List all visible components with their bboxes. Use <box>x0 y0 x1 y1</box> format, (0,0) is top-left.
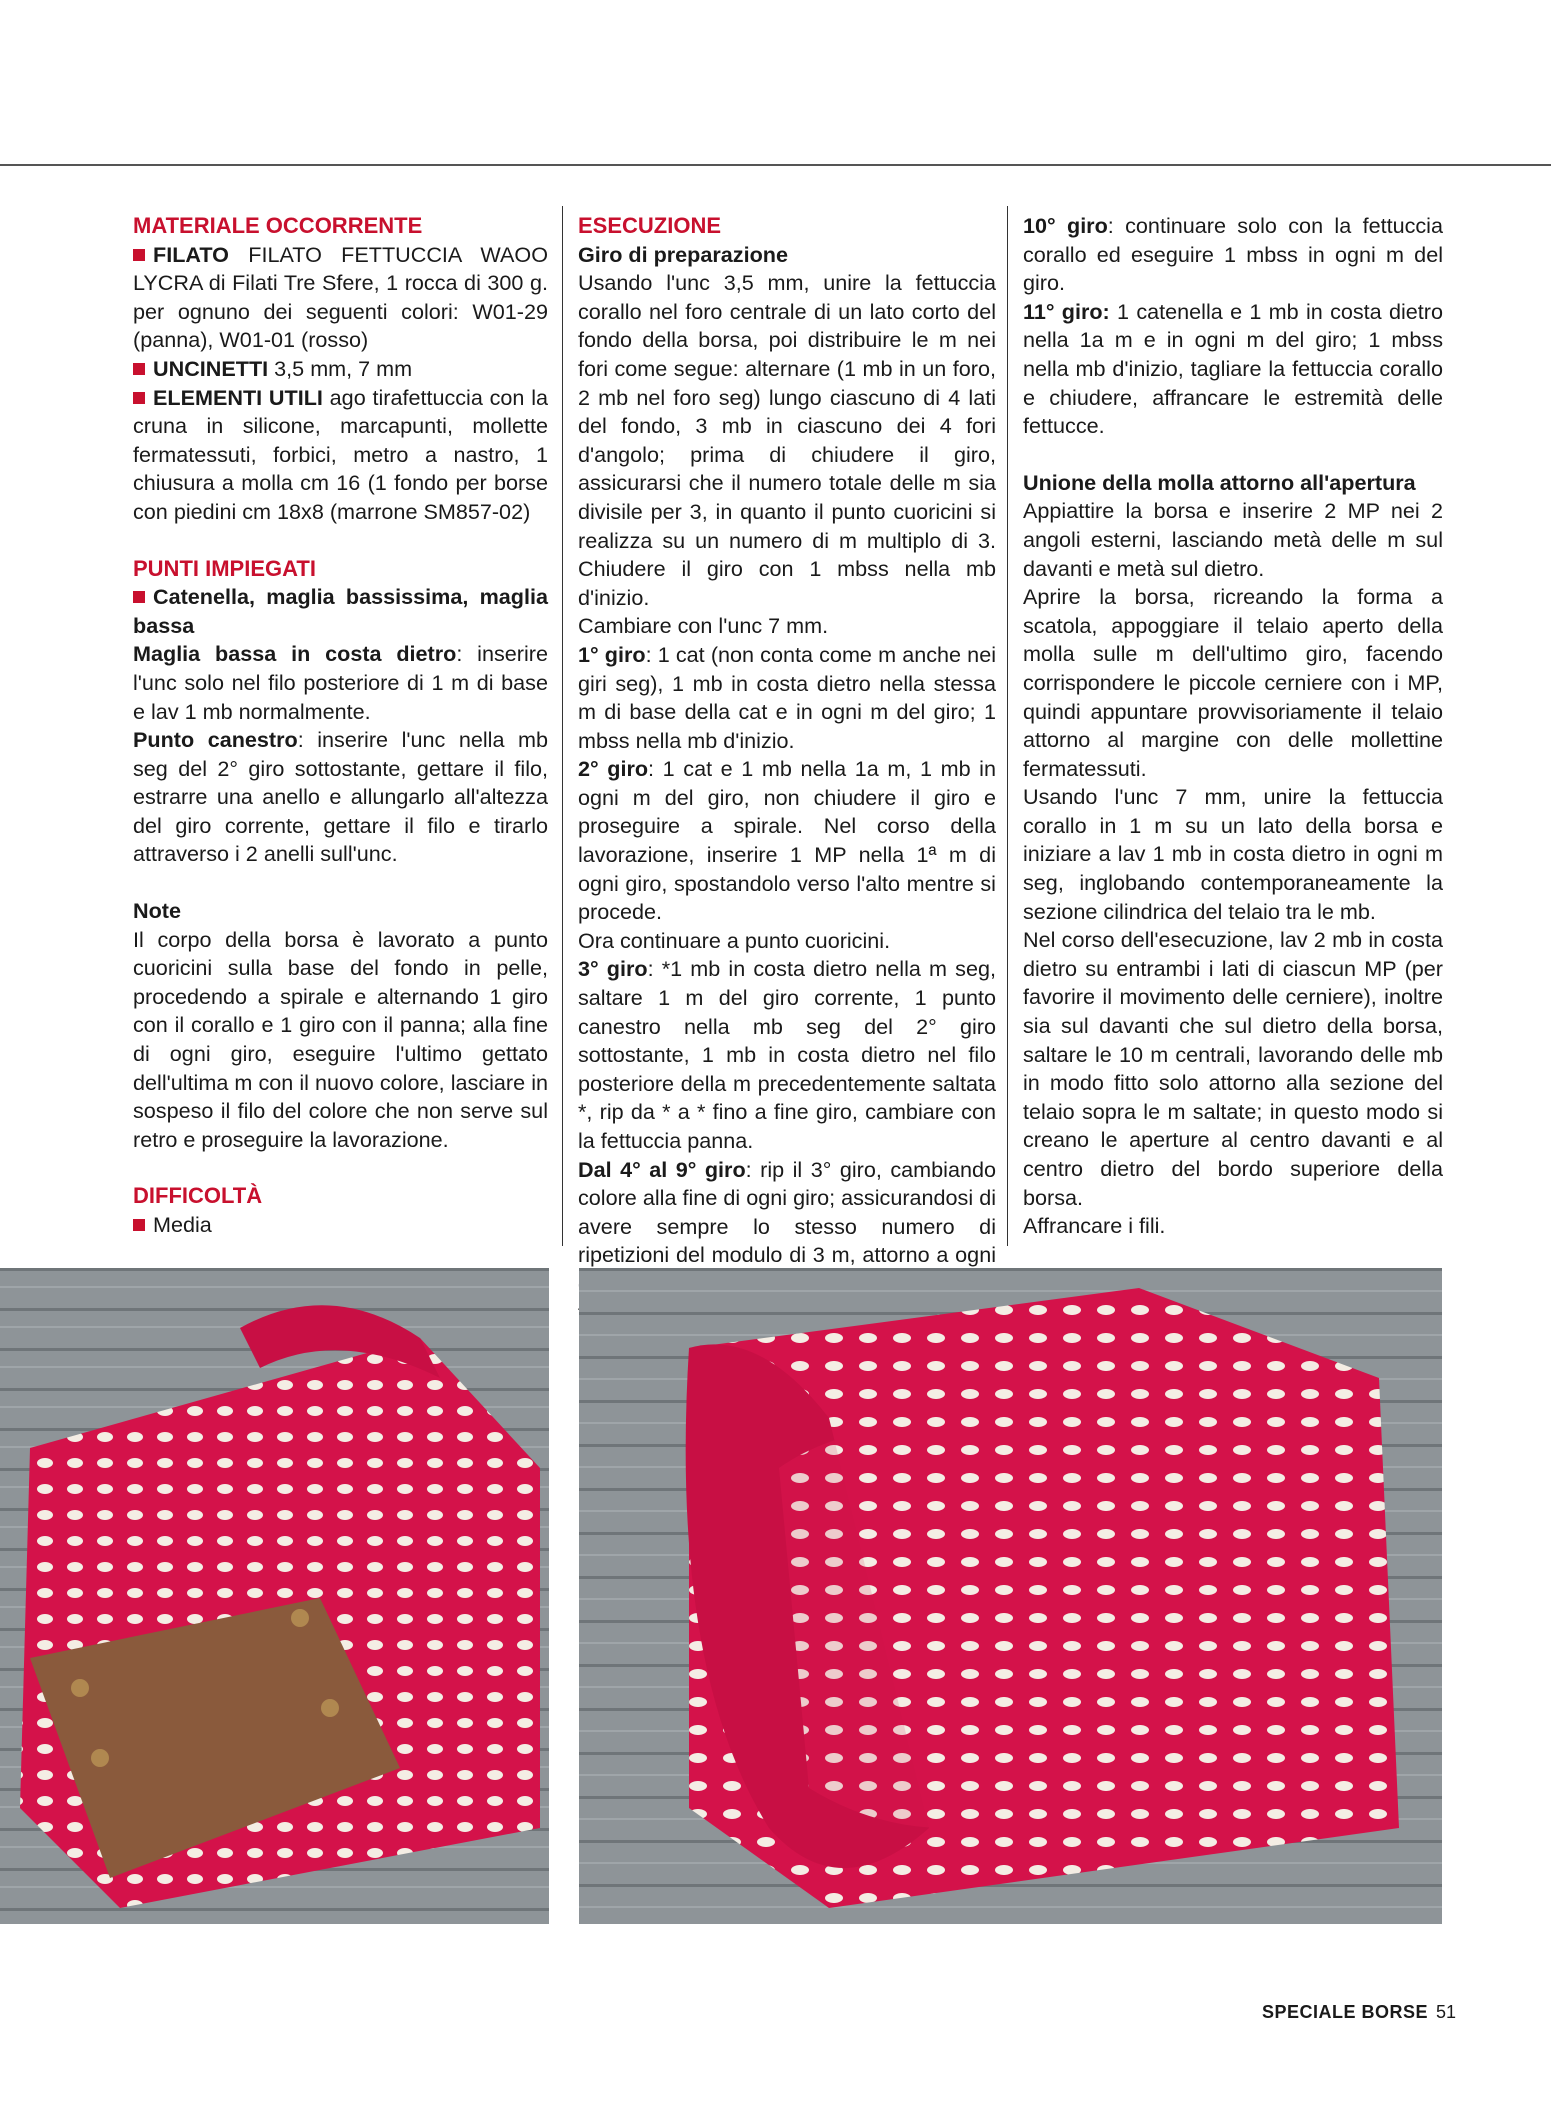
giro-11: 11° giro: 1 catenella e 1 mb in costa dietro nella 1a m e in ogni m del giro; 1 mbss nella mb d'inizio, tagliare la fettuccia corallo e chiudere, affrancare le estremità delle fettucce. <box>1023 298 1443 439</box>
materiale-elementi: ELEMENTI UTILI ago tirafettuccia con la cruna in silicone, marcapunti, mollette fermatessuti, forbici, metro a nastro, 1 chiusura a molla cm 16 (1 fondo per borse con piedini cm 18x8 (marrone SM857-02) <box>133 384 548 524</box>
rivet-icon <box>321 1699 339 1717</box>
page-number: 51 <box>1436 2002 1457 2022</box>
giro-4-9: Dal 4° al 9° giro: rip il 3° giro, cambiando colore alla fine di ogni giro; assicurandosi di avere sempre lo stesso numero di ripetizioni del modulo di 3 m, attorno a ogni <box>578 1156 996 1268</box>
column-1 <box>133 212 548 1240</box>
giro-1: 1° giro: 1 cat (non conta come m anche nei giri seg), 1 mb in costa dietro nella stessa m di base della cat e in ogni m del giro; 1 mbss nella mb d'inizio. <box>578 641 996 753</box>
page-footer <box>1262 2002 1456 2023</box>
unione-heading: Unione della molla attorno all'apertura <box>1023 469 1416 495</box>
continuare-text: Ora continuare a punto cuoricini. <box>578 927 891 953</box>
square-bullet-icon <box>133 363 145 375</box>
giro-10: 10° giro: continuare solo con la fettuccia corallo ed eseguire 1 mbss in ogni m del giro. <box>1023 213 1443 296</box>
difficolta-value: Media <box>133 1211 548 1240</box>
top-rule <box>0 164 1551 166</box>
unione-p4: Nel corso dell'esecuzione, lav 2 mb in costa dietro su entrambi i lati di ciascun MP (per favorire il movimento delle cerniere), inoltre sia sul davanti che sul dietro della borsa, saltare le 10 m centrali, lavorando delle mb in modo fitto solo attorno alla sezione del telaio sopra le m saltate; in questo modo si creano le aperture al centro davanti e al centro dietro del bordo superiore della borsa. <box>1023 927 1443 1210</box>
rivet-icon <box>291 1609 309 1627</box>
materiale-filato: FILATO FILATO FETTUCCIA WAOO LYCRA di Filati Tre Sfere, 1 rocca di 300 g. per ognuno dei seguenti colori: W01-29 (panna), W01-01 (rosso) <box>133 241 548 353</box>
cambiare-text: Cambiare con l'unc 7 mm. <box>578 613 829 639</box>
section-heading-difficolta: DIFFICOLTÀ <box>133 1183 263 1209</box>
punti-mb-costa: Maglia bassa in costa dietro: inserire l'unc solo nel filo posteriore di 1 m di base e lav 1 mb normalmente. <box>133 641 548 724</box>
square-bullet-icon <box>133 392 145 404</box>
rivet-icon <box>91 1749 109 1767</box>
section-heading-punti: PUNTI IMPIEGATI <box>133 555 316 581</box>
materiale-uncinetti: UNCINETTI 3,5 mm, 7 mm <box>133 355 548 384</box>
note-text: Il corpo della borsa è lavorato a punto cuoricini sulla base del fondo in pelle, procedendo a spirale e alternando 1 giro con il corallo e 1 giro con il panna; alla fine di ogni giro, eseguire l'ultimo gettato dell'ultima m con il nuovo colore, lasciare in sospeso il filo del colore che non serve sul retro e proseguire la lavorazione. <box>133 926 548 1152</box>
square-bullet-icon <box>133 591 145 603</box>
section-heading-materiale: MATERIALE OCCORRENTE <box>133 213 423 238</box>
section-heading-esecuzione: ESECUZIONE <box>578 213 722 238</box>
column-divider <box>562 206 563 1246</box>
square-bullet-icon <box>133 249 145 261</box>
unione-p2: Aprire la borsa, ricreando la forma a scatola, appoggiare il telaio aperto della molla sulle m dell'ultimo giro, facendo corrispondere le piccole cerniere con i MP, quindi appuntare provvisoriamente il telaio attorno al margine con delle mollettine fermatessuti. <box>1023 584 1443 781</box>
column-divider <box>1007 206 1008 1246</box>
giro-3: 3° giro: *1 mb in costa dietro nella m seg, saltare 1 m del giro corrente, 1 punto canestro nella mb seg del 2° giro sottostante, 1 mb in costa dietro nel filo posteriore della m precedentemente saltata *, rip da * a * fino a fine giro, cambiare con la fettuccia panna. <box>578 956 996 1153</box>
unione-p5: Affrancare i fili. <box>1023 1213 1166 1239</box>
square-bullet-icon <box>133 1219 145 1231</box>
photo-bag-bottom <box>0 1268 549 1924</box>
giro-prep-text: Usando l'unc 3,5 mm, unire la fettuccia corallo nel foro centrale di un lato corto del fondo della borsa, poi distribuire le m nei fori come segue: alternare (1 mb in un foro, 2 mb nel foro seg) lungo ciascuno di 4 lati del fondo, 3 mb in ciascuno dei 4 fori d'angolo; prima di chiudere il giro, assicurarsi che il numero totale delle m sia divisile per 3, in quanto il punto cuoricini si realizza su un numero di m multiplo di 3. Chiudere il giro con 1 mbss nella mb d'inizio. <box>578 270 996 610</box>
giro-prep-heading: Giro di preparazione <box>578 241 788 267</box>
unione-p3: Usando l'unc 7 mm, unire la fettuccia corallo in 1 m su un lato della borsa e iniziare a lav 1 mb in costa dietro in ogni m seg, inglobando contemporaneamente la sezione cilindrica del telaio tra le mb. <box>1023 784 1443 924</box>
magazine-section-title: SPECIALE BORSE <box>1262 2002 1429 2022</box>
column-3 <box>1023 212 1443 1241</box>
column-2 <box>578 212 996 1327</box>
giro-2: 2° giro: 1 cat e 1 mb nella 1a m, 1 mb in ogni m del giro, non chiudere il giro e proseguire a spirale. Nel corso della lavorazione, inserire 1 MP nella 1ª m di ogni giro, spostandolo verso l'alto mentre si procede. <box>578 756 996 925</box>
photo-bag-open <box>579 1268 1442 1924</box>
note-heading: Note <box>133 898 181 924</box>
punti-list: Catenella, maglia bassissima, maglia bassa <box>133 584 548 638</box>
rivet-icon <box>71 1679 89 1697</box>
unione-p1: Appiattire la borsa e inserire 2 MP nei 2 angoli esterni, lasciando metà delle m sul davanti e metà sul dietro. <box>1023 498 1443 581</box>
punti-canestro: Punto canestro: inserire l'unc nella mb seg del 2° giro sottostante, gettare il filo, estrarre una anello e allungarlo all'altezza del giro corrente, gettare il filo e tirarlo attraverso i 2 anelli sull'unc. <box>133 727 548 867</box>
